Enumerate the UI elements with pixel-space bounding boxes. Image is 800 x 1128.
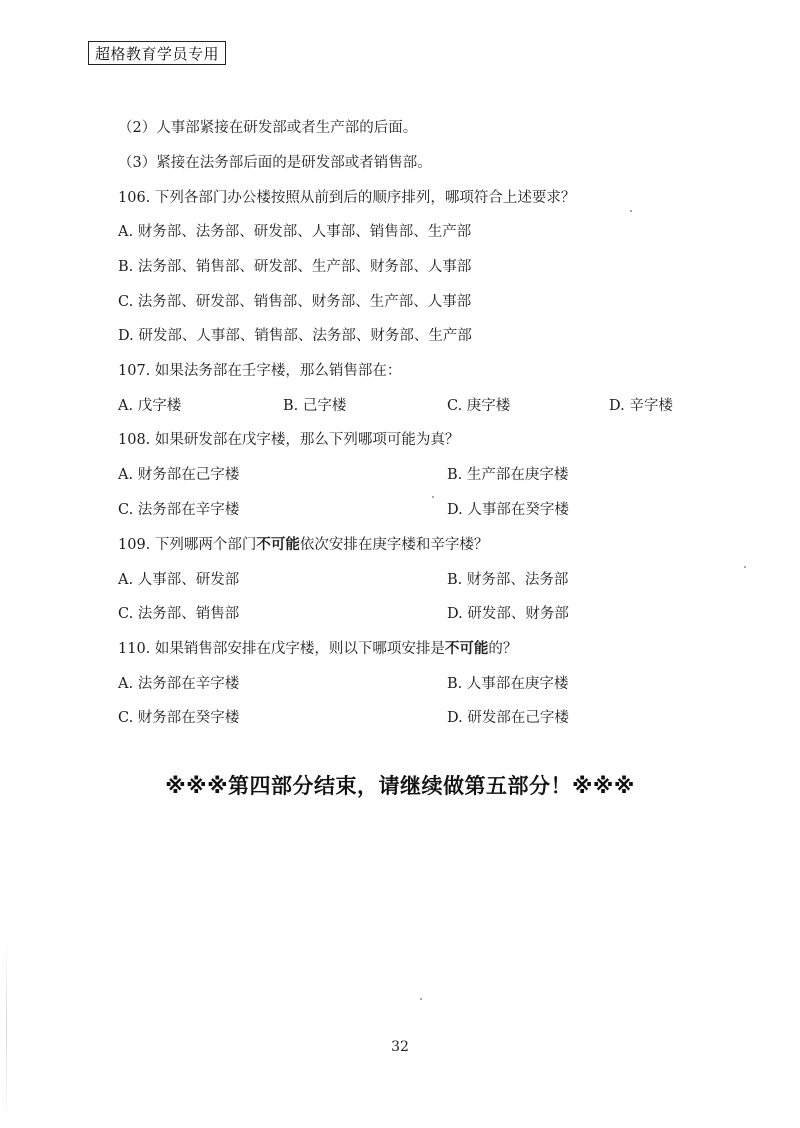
question-108-option-c: C. 法务部在辛字楼 <box>118 502 240 518</box>
scan-speck <box>420 998 422 1000</box>
question-108-option-b: B. 生产部在庚字楼 <box>447 467 569 483</box>
scan-speck <box>744 566 746 568</box>
question-107-option-a: A. 戊字楼 <box>118 398 182 414</box>
scan-speck <box>432 496 434 498</box>
condition-2: （2）人事部紧接在研发部或者生产部的后面。 <box>118 120 418 136</box>
question-106-option-a: A. 财务部、法务部、研发部、人事部、销售部、生产部 <box>118 224 472 240</box>
question-109-option-c: C. 法务部、销售部 <box>118 606 240 622</box>
question-109-stem <box>118 535 488 555</box>
page-number: 32 <box>391 1039 409 1055</box>
question-106-option-d: D. 研发部、人事部、销售部、法务部、财务部、生产部 <box>118 328 472 344</box>
question-106-option-c: C. 法务部、研发部、销售部、财务部、生产部、人事部 <box>118 294 472 310</box>
question-108-stem: 108. 如果研发部在戊字楼，那么下列哪项可能为真？ <box>118 432 460 448</box>
question-106-stem: 106. 下列各部门办公楼按照从前到后的顺序排列，哪项符合上述要求？ <box>118 190 576 206</box>
question-110-stem-after: 的？ <box>488 641 518 657</box>
scan-edge-shadow <box>6 940 7 1120</box>
question-109-option-b: B. 财务部、法务部 <box>447 572 569 588</box>
condition-3: （3）紧接在法务部后面的是研发部或者销售部。 <box>118 155 432 171</box>
question-109-stem-emphasis: 不可能 <box>256 536 300 553</box>
section-end-banner: ※※※第四部分结束，请继续做第五部分！※※※ <box>165 774 635 798</box>
question-109-stem-after: 依次安排在庚字楼和辛字楼？ <box>299 537 489 553</box>
question-110-stem <box>118 639 517 659</box>
question-109-option-a: A. 人事部、研发部 <box>118 572 240 588</box>
scan-speck <box>630 210 632 212</box>
question-109-option-d: D. 研发部、财务部 <box>447 606 569 622</box>
question-107-stem: 107. 如果法务部在壬字楼，那么销售部在： <box>118 363 402 379</box>
question-106-option-b: B. 法务部、销售部、研发部、生产部、财务部、人事部 <box>118 259 472 275</box>
question-110-option-a: A. 法务部在辛字楼 <box>118 676 240 692</box>
question-109-stem-before: 109. 下列哪两个部门 <box>118 537 257 553</box>
header-stamp: 超格教育学员专用 <box>88 41 226 65</box>
question-110-option-c: C. 财务部在癸字楼 <box>118 710 240 726</box>
question-108-option-a: A. 财务部在己字楼 <box>118 467 240 483</box>
question-107-option-b: B. 己字楼 <box>283 398 347 414</box>
question-108-option-d: D. 人事部在癸字楼 <box>447 502 569 518</box>
question-107-option-c: C. 庚字楼 <box>447 398 511 414</box>
question-110-stem-emphasis: 不可能 <box>444 640 489 657</box>
question-107-option-d: D. 辛字楼 <box>609 398 673 414</box>
question-110-option-d: D. 研发部在己字楼 <box>447 710 569 726</box>
question-110-stem-before: 110. 如果销售部安排在戊字楼，则以下哪项安排是 <box>118 641 445 657</box>
question-110-option-b: B. 人事部在庚字楼 <box>447 676 569 692</box>
